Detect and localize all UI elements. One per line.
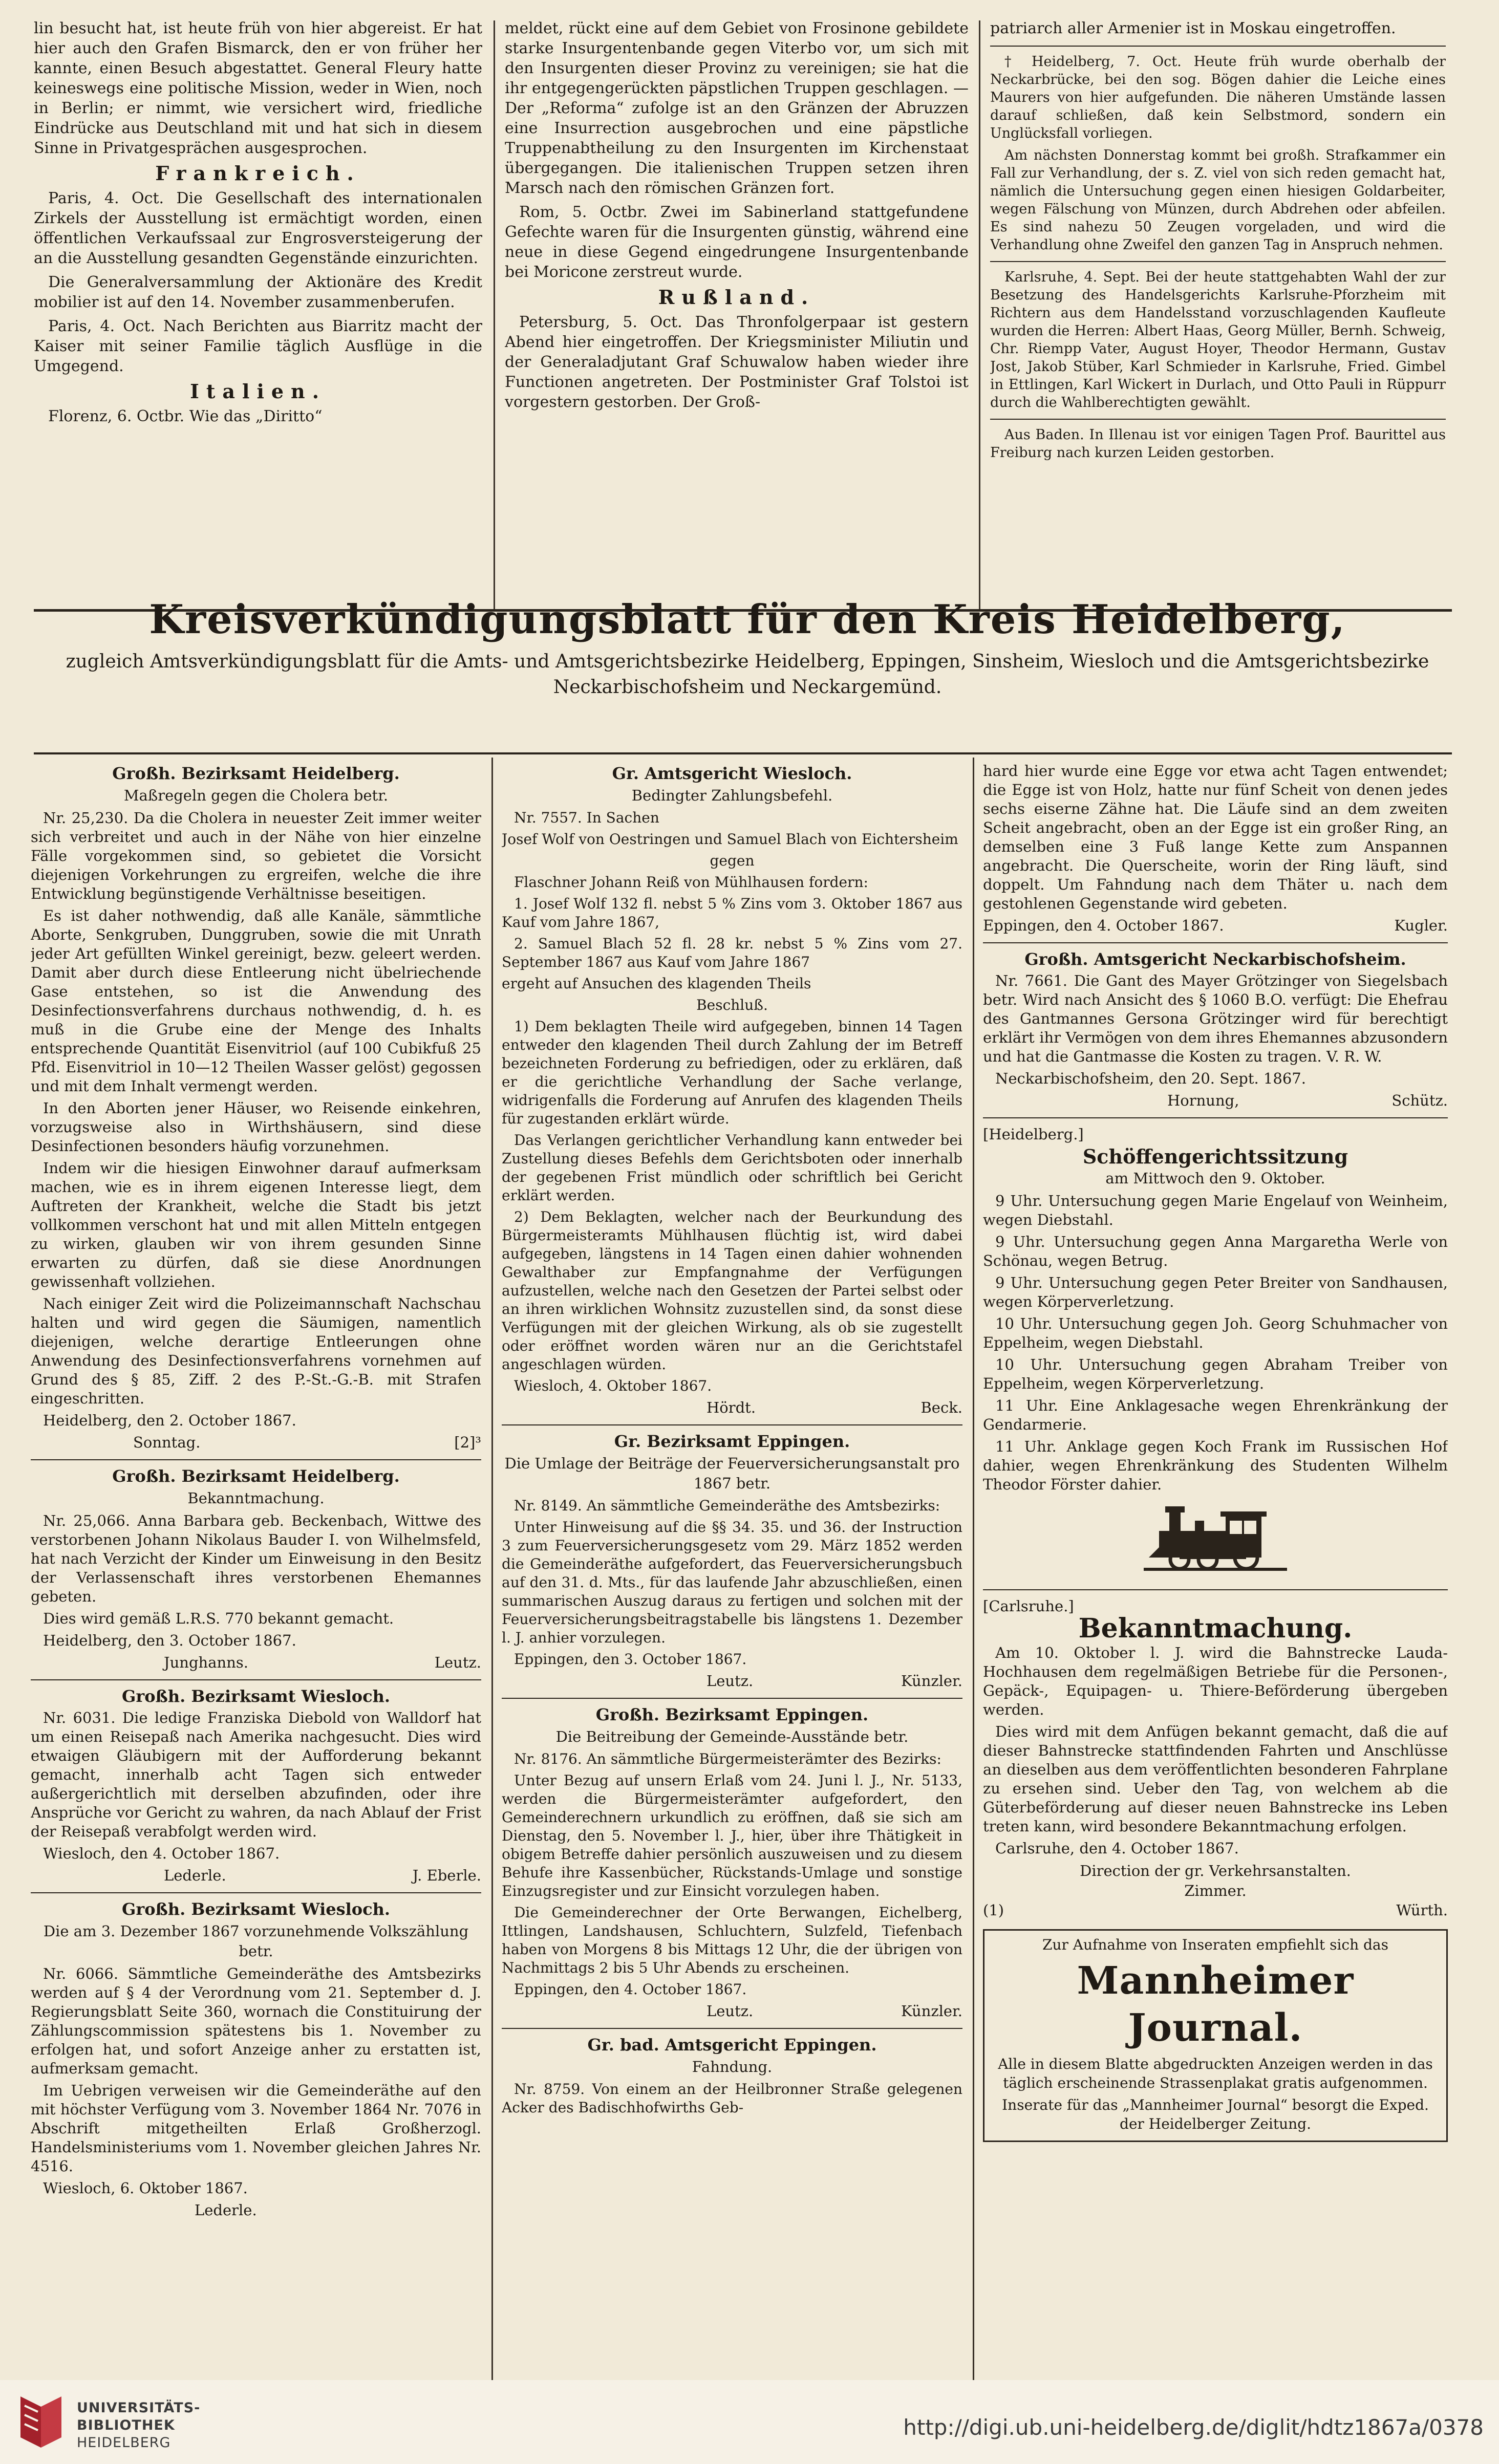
notice-subheading: Bekanntmachung.	[187, 1489, 325, 1507]
notice-body	[983, 762, 1448, 935]
notice-signature	[31, 2201, 481, 2220]
ad-intro: Zur Aufnahme von Inseraten empfiehlt sich das	[1042, 1936, 1388, 1953]
bottom-column-1	[31, 762, 481, 2374]
notice-body	[31, 1511, 481, 1650]
signature-name: Hornung,	[1167, 1092, 1239, 1109]
notice-paragraph: Es ist daher nothwendig, daß alle Kanäle, sämmtliche Aborte, Senkgruben, Dunggruben, sowie die mit Unrath jeder Art gefüllten Winkel gereinigt, bezw. geleert werden. Damit aber durch diese Entleerung nicht übelriechende Gase entstehen, so ist die Anwendung des Desinfectionsverfahrens durchaus nothwendig, d. h. es muß in die Grube eine der Menge des Inhalts entsprechende Quantität Eisenvitriol (auf 100 Cubikfuß 25 Pfd. Eisenvitriol in 10—12 Theilen Wasser gelöst) gegossen und mit dem Inhalt vermengt werden.	[31, 907, 481, 1095]
notice-paragraph: Nr. 25,230. Da die Cholera in neuester Zeit immer weiter sich verbreitet und auch in der Nähe von hier einzelne Fälle vorgekommen sind, so gebietet die Vorsicht diejenigen Vorkehrungen zu ergreifen, welche die ihre Entwicklung begünstigende Verhältnisse beseitigen.	[31, 809, 481, 902]
separator	[31, 1679, 481, 1680]
notice-body	[502, 2080, 962, 2117]
signature-name: Kugler.	[1394, 917, 1448, 934]
notice-signature	[31, 1866, 481, 1885]
notice-body	[31, 1964, 481, 2198]
section-heading-russia: Rußland.	[658, 286, 816, 309]
section-heading-italy: Italien.	[190, 380, 326, 403]
notice-paragraph: 9 Uhr. Untersuchung gegen Peter Breiter von Sandhausen, wegen Körperverletzung.	[983, 1274, 1448, 1310]
notice-heading: Großh. Bezirksamt Heidelberg.	[112, 764, 400, 783]
article-text: Petersburg, 5. Oct. Das Thronfolgerpaar ist gestern Abend hier eingetroffen. Der Kriegsminister Miliutin und der Generaladjutant Graf Schuwalow haben wieder ihre Functionen angetreten. Der Postminister Graf Tolstoi ist vorgestern gestorben. Der Groß-	[505, 313, 969, 411]
article-text: Karlsruhe, 4. Sept. Bei der heute stattgehabten Wahl der zur Besetzung des Handelsgerichts Karlsruhe-Pforzheim mit Richtern aus dem Handelsstand vorzuschlagenden Kaufleute wurden die Herren: Albert Haas, Georg Müller, Bernh. Schweig, Chr. Riempp Vater, August Hoyer, Theodor Hermann, Gustav Jost, Jakob Stüber, Karl Schmieder in Karlsruhe, Fried. Gimbel in Ettlingen, Karl Wickert in Durlach, und Otto Pauli in Rüppurr durch die Wahlberechtigten gewählt.	[990, 269, 1446, 410]
notice-body	[983, 1644, 1448, 1858]
notice-subheading: Die Beitreibung der Gemeinde-Ausstände betr.	[555, 1728, 909, 1745]
column-rule	[491, 758, 493, 2380]
signature-name: J. Eberle.	[412, 1867, 481, 1884]
notice-paragraph: Unter Hinweisung auf die §§ 34. 35. und 36. der Instruction 3 zum Feuerversicherungsgesetz vom 29. März 1852 werden die Gemeinderäthe aufgefordert, das Feuerversicherungsbuch auf den 31. d. Mts., für das laufende Jahr abzuschließen, einen summarischen Auszug daraus zu fertigen und solchen mit der Feuerversicherungsbeitragstabelle bis längstens 1. Dezember l. J. anhier vorzulegen.	[502, 1519, 962, 1646]
notice-paragraph: Nr. 8149. An sämmtliche Gemeinderäthe des Amtsbezirks:	[514, 1497, 940, 1514]
locomotive-icon	[1139, 1500, 1292, 1582]
notice-paragraph: Heidelberg, den 3. October 1867.	[43, 1632, 296, 1649]
notice-paragraph: Im Uebrigen verweisen wir die Gemeinderäthe auf den mit höchster Verfügung vom 3. November 1864 Nr. 7076 in Abschrift mitgetheilten Erlaß Großherzogl. Handelsministeriums vom 1. November gleichen Jahres Nr. 4516.	[31, 2082, 481, 2175]
notice-census	[31, 1899, 481, 2220]
notice-subheading: Die Umlage der Beiträge der Feuerversicherungsanstalt pro 1867 betr.	[504, 1455, 960, 1492]
notice-heading: Großh. Bezirksamt Wiesloch.	[122, 1687, 390, 1706]
notice-paragraph: Nr. 7661. Die Gant des Mayer Grötzinger von Siegelsbach betr. Wird nach Ansicht des § 1060 B.O. verfügt: Die Ehefrau des Gantmannes Gersona Grötzinger wird für berechtigt erklärt ihr Vermögen von dem ihres Ehemannes abzusondern und hat die Gantmasse die Kosten zu tragen. V. R. W.	[983, 972, 1448, 1065]
notice-court-session	[983, 1125, 1448, 1494]
notice-paragraph: Dies wird gemäß L.R.S. 770 bekannt gemacht.	[43, 1610, 394, 1627]
separator	[990, 261, 1446, 262]
notice-paragraph: Eppingen, den 3. October 1867.	[514, 1651, 747, 1668]
notice-paragraph: Carlsruhe, den 4. October 1867.	[995, 1840, 1239, 1857]
separator	[31, 1892, 481, 1893]
separator	[983, 942, 1448, 943]
notice-paragraph: In den Aborten jener Häuser, wo Reisende einkehren, vorzugsweise also in Wirthshäusern, sind diese Desinfectionen besonders häufig vorzunehmen.	[31, 1099, 481, 1155]
signature-name: Junghanns.	[164, 1654, 248, 1671]
notice-paragraph: hard hier wurde eine Egge vor etwa acht Tagen entwendet; die Egge ist von Holz, hatte nur fünf Scheit von denen jedes sechs eiserne Zähne hat. Die Läufe sind an dem zweiten Scheit angebracht, oben an der Egge ist ein großer Ring, an demselben eine 3 Fuß lange Kette zum Anspannen angebracht. Die Querscheite, worin der Ring läuft, sind doppelt. Um Fahndung nach dem Thäter u. nach dem gestohlenen Gegenstande wird gebeten.	[983, 762, 1448, 912]
top-column-2	[505, 18, 969, 602]
signature-name: Schütz.	[1391, 1092, 1448, 1109]
notice-paragraph: 9 Uhr. Untersuchung gegen Anna Margaretha Werle von Schönau, wegen Betrug.	[983, 1233, 1448, 1269]
article-text: † Heidelberg, 7. Oct. Heute früh wurde oberhalb der Neckarbrücke, bei den sog. Bögen dahier die Leiche eines Maurers von hier aufgefunden. Die näheren Umstände lassen darauf schließen, daß kein Selbstmord, sondern ein Unglücksfall vorliegen.	[990, 54, 1446, 141]
notice-heading: Gr. Bezirksamt Eppingen.	[614, 1432, 850, 1451]
notice-paragraph: Nr. 7557. In Sachen	[514, 809, 659, 826]
masthead-rule-bottom	[34, 752, 1452, 754]
article-text: Am nächsten Donnerstag kommt bei großh. Strafkammer ein Fall zur Verhandlung, der s. Z. viel von sich reden gemacht hat, nämlich die Untersuchung gegen einen hiesigen Goldarbeiter, wegen Fälschung von Münzen, durch Abdrehen oder abfeilen. Es sind nahezu 50 Zeugen vorgeladen, und wird die Verhandlung ohne Zweifel den ganzen Tag in Anspruch nehmen.	[990, 147, 1446, 253]
signature-name: Würth.	[1396, 1901, 1448, 1919]
signature-name: Hördt.	[706, 1399, 756, 1416]
separator	[990, 46, 1446, 47]
notice-paragraph: Wiesloch, 4. Oktober 1867.	[514, 1377, 712, 1394]
notice-number: [2]³	[454, 1434, 481, 1451]
signature-name: Sonntag.	[133, 1434, 201, 1451]
article-text: Aus Baden. In Illenau ist vor einigen Tagen Prof. Baurittel aus Freiburg nach kurzen Leiden gestorben.	[990, 427, 1446, 461]
notice-paragraph: Am 10. Oktober l. J. wird die Bahnstrecke Lauda-Hochhausen dem regelmäßigen Betriebe für die Personen-, Gepäck-, Equipagen- u. Thiere-Beförderung übergeben werden.	[983, 1644, 1448, 1718]
notice-signature	[983, 1901, 1448, 1920]
notice-heading: Gr. bad. Amtsgericht Eppingen.	[587, 2035, 877, 2055]
notice-paragraph: Unter Bezug auf unsern Erlaß vom 24. Juni l. J., Nr. 5133, werden die Bürgermeisterämter aufgefordert, den Gemeinderechnern urkundlich zu eröffnen, daß sie sich am Dienstag, den 5. November l. J., hier, über ihre Thätigkeit in obigem Betreffe dahier persönlich auszuweisen und zu diesem Behufe ihre Kassenbücher, Rückstands-Umlage und sonstige Einzugsregister und zur Einsicht vorzulegen haben.	[502, 1772, 962, 1899]
article-text: Die Generalversammlung der Aktionäre des Kredit mobilier ist auf den 14. November zusammenberufen.	[34, 273, 482, 311]
article-text: Paris, 4. Oct. Nach Berichten aus Biarritz macht der Kaiser mit seiner Familie täglich Ausflüge in die Umgegend.	[34, 317, 482, 375]
notice-paragraph: Wiesloch, 6. Oktober 1867.	[43, 2179, 248, 2197]
notice-signature	[502, 2002, 962, 2021]
notice-paragraph: Nach einiger Zeit wird die Polizeimannschaft Nachschau halten und wird gegen die Säumigen, namentlich diejenigen, welche derartige Entleerungen ohne Anwendung des Desinfectionsverfahrens vornehmen auf Grund des § 85, Ziff. 2 des P.-St.-G.-B. mit Strafen eingeschritten.	[31, 1295, 481, 1407]
signature-name: Lederle.	[164, 1867, 226, 1884]
separator	[502, 1698, 962, 1699]
notice-signature	[502, 1672, 962, 1691]
notice-body	[31, 1709, 481, 1863]
notice-subheading: Fahndung.	[692, 2058, 773, 2076]
notice-paragraph: gegen	[710, 852, 755, 869]
notice-body	[983, 1192, 1448, 1494]
signature-name: Leutz.	[706, 2002, 754, 2020]
notice-paragraph: Beschluß.	[696, 997, 768, 1013]
column-rule	[973, 758, 974, 2380]
notice-place: [Carlsruhe.]	[983, 1597, 1074, 1615]
notice-subheading: am Mittwoch den 9. Oktober.	[1105, 1170, 1325, 1187]
signature-name: Künzler.	[901, 2002, 962, 2020]
bottom-column-3	[983, 762, 1448, 2374]
notice-heading: Großh. Bezirksamt Wiesloch.	[122, 1899, 390, 1919]
article-text: lin besucht hat, ist heute früh von hier abgereist. Er hat hier auch den Grafen Bismarck, den er von früher her kannte, einen Besuch abgestattet. General Fleury hatte keineswegs eine politische Mission, weder in Wien, noch in Berlin; er nimmt, wie versichert wird, friedliche Eindrücke aus Deutschland mit und hat sich in diesem Sinne in Privatgesprächen ausgesprochen.	[34, 19, 482, 157]
signature-name: Leutz.	[434, 1654, 481, 1671]
notice-municipal-arrears	[502, 1705, 962, 2021]
notice-signature	[502, 1398, 962, 1417]
column-rule	[979, 20, 980, 609]
separator	[502, 1424, 962, 1425]
signature-line	[983, 1861, 1448, 1901]
notice-paragraph: 10 Uhr. Untersuchung gegen Joh. Georg Schuhmacher von Eppelheim, wegen Diebstahl.	[983, 1315, 1448, 1351]
library-name	[77, 2400, 200, 2452]
masthead-title: Kreisverkündigungsblatt für den Kreis Heidelberg,	[149, 596, 1346, 643]
notice-paragraph: Nr. 8759. Von einem an der Heilbronner Straße gelegenen Acker des Badischhofwirths Geb-	[502, 2081, 962, 2116]
separator	[502, 2028, 962, 2029]
notice-heading: Großh. Bezirksamt Eppingen.	[595, 1705, 869, 1724]
advertisement-box	[983, 1929, 1448, 2142]
separator	[990, 419, 1446, 420]
separator	[983, 1589, 1448, 1590]
notice-paragraph: Eppingen, den 4. October 1867.	[983, 917, 1224, 934]
notice-subheading: Bedingter Zahlungsbefehl.	[631, 787, 833, 804]
article-text: patriarch aller Armenier ist in Moskau eingetroffen.	[990, 19, 1396, 37]
notice-paragraph: 11 Uhr. Anklage gegen Koch Frank im Russischen Hof dahier, wegen Ehrenkränkung des Studenten Wilhelm Theodor Förster dahier.	[983, 1438, 1448, 1493]
notice-fire-insurance	[502, 1432, 962, 1691]
masthead-subtitle: zugleich Amtsverkündigungsblatt für die Amts- und Amtsgerichtsbezirke Heidelberg, Eppingen, Sinsheim, Wiesloch und die Amtsgerichtsbezirke Neckarbischofsheim und Neckargemünd.	[66, 651, 1429, 698]
notice-search	[502, 2035, 962, 2117]
ad-text: Alle in diesem Blatte abgedruckten Anzeigen werden in das täglich erscheinende Strassenplakat gratis aufgenommen.	[998, 2056, 1433, 2091]
source-url-link[interactable]: http://digi.ub.uni-heidelberg.de/diglit/hdtz1867a/0378	[903, 2415, 1484, 2440]
signature-name: Lederle.	[195, 2201, 257, 2219]
notice-paragraph: Wiesloch, den 4. October 1867.	[43, 1845, 280, 1862]
article-text: Florenz, 6. Octbr. Wie das „Diritto“	[48, 407, 323, 425]
notice-heading: Schöffengerichtssitzung	[1082, 1145, 1348, 1168]
notice-paragraph: 2) Dem Beklagten, welcher nach der Beurkundung des Bürgermeisteramts Mühlhausen flüchtig ist, wird dabei aufgegeben, längstens in 14 Tagen einen dahier wohnenden Gewalthaber zur Empfangnahme der Verfügungen aufzustellen, welche nach den Gesetzen der Partei selbst oder an ihren wirklichen Wohnsitz zuzustellen sind, da sonst diese Verfügungen mit der gleichen Wirkung, als ob sie zugestellt oder eröffnet worden wären nur an die Gerichtstafel angeschlagen würden.	[502, 1208, 962, 1373]
notice-heading: Gr. Amtsgericht Wiesloch.	[612, 764, 852, 783]
bottom-column-2	[502, 762, 962, 2374]
notice-paragraph: Die Gemeinderechner der Orte Berwangen, Eichelberg, Ittlingen, Landshausen, Schluchtern, Sulzfeld, Tiefenbach haben von Morgens 8 bis Mittags 12 Uhr, die der übrigen von Nachmittags 2 bis 5 Uhr Abends zu erscheinen.	[502, 1904, 962, 1976]
section-heading-france: Frankreich.	[155, 162, 361, 185]
notice-body	[983, 971, 1448, 1088]
notice-paragraph: Das Verlangen gerichtlicher Verhandlung kann entweder bei Zustellung dieses Befehls dem Gerichtsboten oder innerhalb der gegebenen Frist mündlich oder schriftlich bei Gericht erklärt werden.	[502, 1132, 962, 1204]
library-name-line: BIBLIOTHEK	[77, 2417, 175, 2433]
notice-signature	[31, 1433, 481, 1452]
notice-bankruptcy	[983, 949, 1448, 1110]
notice-paragraph: 11 Uhr. Eine Anklagesache wegen Ehrenkränkung der Gendarmerie.	[983, 1397, 1448, 1433]
notice-paragraph: 1. Josef Wolf 132 fl. nebst 5 % Zins vom 3. Oktober 1867 aus Kauf vom Jahre 1867,	[502, 895, 962, 931]
notice-paragraph: Indem wir die hiesigen Einwohner darauf aufmerksam machen, wie es in ihrem eigenen Interesse liegt, dem Auftreten der Krankheit, welche die Stadt bis jetzt vollkommen verschont hat und mit allen Mitteln entgegen zu wirken, glauben wir von ihrem gesunden Sinne erwarten zu dürfen, daß sie diese Anordnungen gewissenhaft vollziehen.	[31, 1159, 481, 1290]
notice-paragraph: 10 Uhr. Untersuchung gegen Abraham Treiber von Eppelheim, wegen Körperverletzung.	[983, 1356, 1448, 1392]
ad-title: Mannheimer Journal.	[1077, 1959, 1354, 2050]
notice-paragraph: ergeht auf Ansuchen des klagenden Theils	[502, 975, 811, 992]
notice-signature	[983, 1091, 1448, 1110]
notice-paragraph: 2. Samuel Blach 52 fl. 28 kr. nebst 5 % Zins vom 27. September 1867 aus Kauf vom Jahre 1867	[502, 935, 962, 970]
notice-passport	[31, 1687, 481, 1885]
signature-name: Beck.	[920, 1399, 962, 1416]
notice-heading: Großh. Amtsgericht Neckarbischofsheim.	[1024, 949, 1406, 969]
signature-name: Leutz.	[706, 1672, 754, 1690]
notice-inheritance	[31, 1466, 481, 1672]
notice-subheading: Maßregeln gegen die Cholera betr.	[123, 787, 389, 804]
signature-name: Zimmer.	[1184, 1882, 1247, 1899]
notice-paragraph: Eppingen, den 4. October 1867.	[514, 1981, 747, 1998]
notice-paragraph: Neckarbischofsheim, den 20. Sept. 1867.	[995, 1070, 1306, 1087]
notice-place: [Heidelberg.]	[983, 1126, 1084, 1143]
article-text: Paris, 4. Oct. Die Gesellschaft des internationalen Zirkels der Ausstellung ist ermächtigt worden, einen öffentlichen Verkaufssaal zur Engrosversteigerung der an die Ausstellung gesandten Gegenstände einzurichten.	[34, 189, 482, 267]
notice-body	[502, 809, 962, 1395]
notice-signature	[31, 1653, 481, 1672]
notice-paragraph: Nr. 6031. Die ledige Franziska Diebold von Walldorf hat um einen Reisepaß nach Amerika nachgesucht. Dies wird etwaigen Gläubigern mit der Aufforderung bekannt gemacht, innerhalb acht Tagen sich entweder außergerichtlich mit derselben abzufinden, oder ihre Ansprüche vor Gericht zu wahren, da nach Ablauf der Frist der Reisepaß verabfolgt werden wird.	[31, 1709, 481, 1840]
article-text: Rom, 5. Octbr. Zwei im Sabinerland stattgefundene Gefechte waren für die Insurgenten günstig, während eine neue in diese Gegend eingedrungene Insurgentenbande bei Moricone zerstreut wurde.	[505, 203, 969, 281]
notice-payment-order	[502, 764, 962, 1417]
article-text: meldet, rückt eine auf dem Gebiet von Frosinone gebildete starke Insurgentenbande gegen Viterbo vor, um sich mit den Insurgenten dieser Provinz zu vereinigen; sie hat die ihr entgegengerückten päpstlichen Truppen geschlagen. — Der „Reforma“ zufolge ist an den Gränzen der Abruzzen eine Insurrection ausgebrochen und eine päpstliche Truppenabtheilung zu den Insurgenten im Kirchenstaat übergegangen. Die italienischen Truppen setzen ihren Marsch nach den römischen Gränzen fort.	[505, 19, 969, 197]
notice-railway	[983, 1596, 1448, 1920]
notice-cholera	[31, 764, 481, 1452]
notice-paragraph: 1) Dem beklagten Theile wird aufgegeben, binnen 14 Tagen entweder den klagenden Theil durch Zahlung der im Betreff bezeichneten Forderung zu befriedigen, oder zu erklären, daß er die gerichtliche Verhandlung der Sache verlange, widrigenfalls die Forderung auf Anrufen des klagenden Theils für zugestanden erklärt würde.	[502, 1018, 962, 1127]
separator	[983, 1117, 1448, 1118]
column-rule	[494, 20, 495, 609]
top-column-3	[990, 18, 1446, 602]
notice-paragraph: Nr. 8176. An sämmtliche Bürgermeisterämter des Bezirks:	[514, 1750, 941, 1767]
notice-body	[31, 809, 481, 1430]
library-name-line: UNIVERSITÄTS-	[77, 2400, 201, 2416]
separator	[31, 1459, 481, 1460]
notice-body	[502, 1750, 962, 1999]
signature-office: Direction der gr. Verkehrsanstalten.	[1080, 1862, 1351, 1879]
notice-paragraph: Dies wird mit dem Anfügen bekannt gemacht, daß die auf dieser Bahnstrecke stattfindenden Fahrten und Anschlüsse an dieselben aus dem veröffentlichten besonderen Fahrplane zu ersehen sind. Ueber den Tag, von welchem ab die Güterbeförderung auf dieser neuen Bahnstrecke ins Leben treten kann, wird besondere Bekanntmachung erfolgen.	[983, 1723, 1448, 1835]
signature-name: Künzler.	[901, 1672, 962, 1690]
notice-heading: Großh. Bezirksamt Heidelberg.	[112, 1466, 400, 1486]
ad-text: Inserate für das „Mannheimer Journal“ besorgt die Exped. der Heidelberger Zeitung.	[1002, 2096, 1429, 2132]
notice-paragraph: Nr. 6066. Sämmtliche Gemeinderäthe des Amtsbezirks werden auf § 4 der Verordnung vom 21. September d. J. Regierungsblatt Seite 360, wornach die Constituirung der Zählungscommission spätestens bis 1. November zu erfolgen hat, und sofort Anzeige anher zu erstatten ist, aufmerksam gemacht.	[31, 1965, 481, 2077]
top-column-1	[34, 18, 482, 602]
notice-heading: Bekanntmachung.	[1078, 1613, 1353, 1644]
notice-body	[502, 1497, 962, 1669]
notice-paragraph: Heidelberg, den 2. October 1867.	[43, 1412, 296, 1429]
university-library-logo-icon	[15, 2391, 67, 2453]
library-name-line: HEIDELBERG	[77, 2435, 171, 2451]
notice-paragraph: Josef Wolf von Oestringen und Samuel Blach von Eichtersheim	[502, 831, 958, 848]
notice-paragraph: Flaschner Johann Reiß von Mühlhausen fordern:	[514, 874, 868, 891]
notice-paragraph: Nr. 25,066. Anna Barbara geb. Beckenbach, Wittwe des verstorbenen Johann Nikolaus Bauder I. von Wilhelmsfeld, hat nach Verzicht der Kinder um Einweisung in den Besitz der Verlassenschaft ihres verstorbenen Ehemannes gebeten.	[31, 1512, 481, 1605]
notice-paragraph: 9 Uhr. Untersuchung gegen Marie Engelauf von Weinheim, wegen Diebstahl.	[983, 1192, 1448, 1228]
notice-subheading: Die am 3. Dezember 1867 vorzunehmende Volkszählung betr.	[43, 1922, 469, 1960]
notice-number: (1)	[983, 1901, 1004, 1919]
